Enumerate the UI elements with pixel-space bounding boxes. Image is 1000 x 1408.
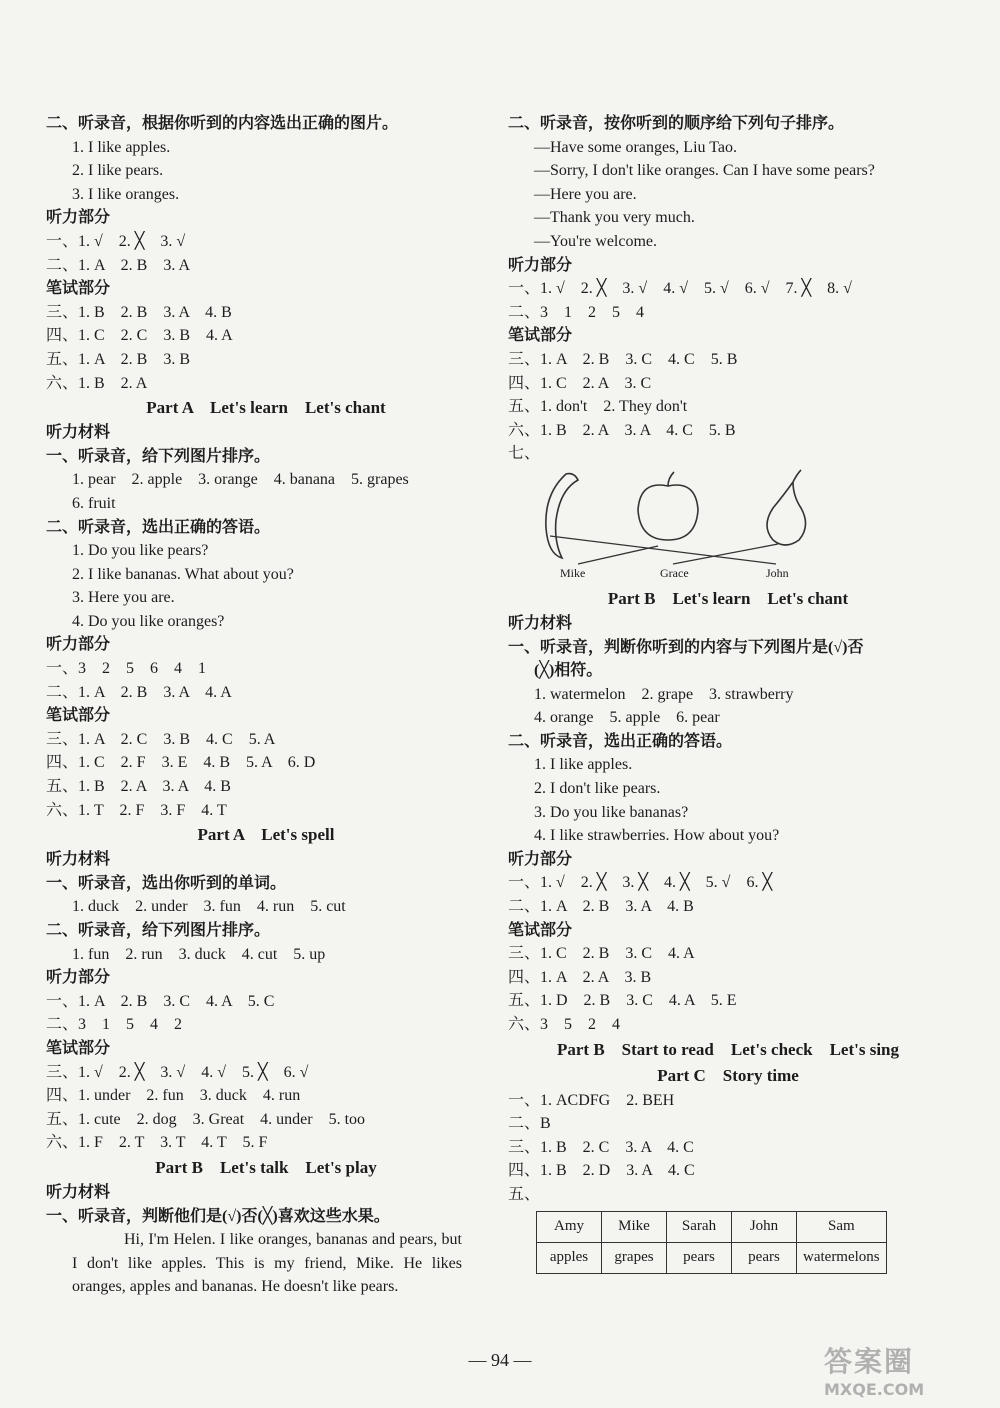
text-line: 二、听录音，选出正确的答语。 bbox=[508, 732, 733, 750]
text-line: 1. watermelon 2. grape 3. strawberry bbox=[534, 685, 794, 703]
text-line: 二、3 1 2 5 4 bbox=[508, 303, 645, 321]
text-line: 笔试部分 bbox=[508, 921, 573, 939]
text-line: 1. I like apples. bbox=[534, 756, 633, 774]
text-line: 听力部分 bbox=[46, 969, 111, 987]
table-row bbox=[537, 1211, 887, 1242]
text-line: 听力材料 bbox=[46, 1183, 111, 1201]
text-line: 笔试部分 bbox=[46, 707, 111, 725]
pear-icon bbox=[767, 470, 806, 545]
right-column bbox=[508, 112, 948, 1274]
fruit-matching-drawing bbox=[508, 466, 888, 566]
text-line: 二、1. A 2. B 3. A 4. A bbox=[46, 683, 232, 701]
text-line: 五、1. A 2. B 3. B bbox=[46, 350, 191, 368]
table-cell-name: Mike bbox=[602, 1211, 667, 1242]
text-line: 六、1. B 2. A bbox=[46, 374, 148, 392]
text-line: 六、1. B 2. A 3. A 4. C 5. B bbox=[508, 421, 736, 439]
text-line: 六、1. T 2. F 3. F 4. T bbox=[46, 801, 227, 819]
name-fruit-table bbox=[536, 1211, 887, 1274]
text-line: 二、听录音，按你听到的顺序给下列句子排序。 bbox=[508, 115, 845, 132]
text-line: 1. duck 2. under 3. fun 4. run 5. cut bbox=[72, 898, 346, 916]
text-line: 4. I like strawberries. How about you? bbox=[534, 827, 780, 845]
banana-icon bbox=[546, 474, 578, 558]
text-line: 一、1. √ 2. ╳ 3. √ bbox=[46, 232, 186, 250]
text-line: 三、1. A 2. C 3. B 4. C 5. A bbox=[46, 730, 276, 748]
text-line: 1. fun 2. run 3. duck 4. cut 5. up bbox=[72, 945, 326, 963]
match-line-john bbox=[673, 544, 778, 564]
watermark-logo bbox=[824, 1340, 974, 1400]
text-line: 1. I like apples. bbox=[72, 138, 171, 156]
text-line: 三、1. A 2. B 3. C 4. C 5. B bbox=[508, 350, 738, 368]
table-row bbox=[537, 1242, 887, 1273]
text-line: 一、3 2 5 6 4 1 bbox=[46, 660, 207, 678]
text-line: 三、1. C 2. B 3. C 4. A bbox=[508, 945, 695, 963]
section-heading: Part B Start to read Let's check Let's sing bbox=[556, 1039, 899, 1059]
text-line: 6. fruit bbox=[72, 494, 116, 512]
text-line: 一、1. √ 2. ╳ 3. ╳ 4. ╳ 5. √ 6. ╳ bbox=[508, 874, 773, 892]
watermark-url: MXQE.COM bbox=[824, 1380, 925, 1399]
table-cell-fruit: apples bbox=[537, 1242, 602, 1273]
figure-name-mike: Mike bbox=[560, 565, 586, 580]
text-line: 2. I like pears. bbox=[72, 162, 164, 180]
text-line: 笔试部分 bbox=[508, 327, 573, 345]
match-line-grace bbox=[578, 546, 658, 564]
text-line: —Have some oranges, Liu Tao. bbox=[534, 138, 737, 156]
text-line: 3. Do you like bananas? bbox=[534, 803, 689, 821]
text-line: 2. I like bananas. What about you? bbox=[72, 565, 294, 583]
text-line: 五、1. don't 2. They don't bbox=[508, 398, 688, 416]
text-line: 笔试部分 bbox=[46, 280, 111, 298]
section-heading: Part B Let's learn Let's chant bbox=[607, 588, 849, 608]
text-line: 3. I like oranges. bbox=[72, 185, 180, 203]
table-cell-name: John bbox=[732, 1211, 797, 1242]
text-line: 听力部分 bbox=[46, 636, 111, 654]
section-heading: Part A Let's learn Let's chant bbox=[146, 398, 386, 418]
text-line: 二、B bbox=[508, 1115, 551, 1133]
matching-figure bbox=[508, 466, 888, 586]
text-line: 听力材料 bbox=[508, 614, 573, 632]
table-cell-fruit: pears bbox=[732, 1242, 797, 1273]
text-line: 听力材料 bbox=[46, 851, 111, 869]
text-line: 五、1. B 2. A 3. A 4. B bbox=[46, 778, 231, 796]
text-line: 一、听录音，判断你听到的内容与下列图片是(√)否 bbox=[508, 638, 864, 656]
text-line: 五、 bbox=[508, 1185, 541, 1203]
text-line: 七、 bbox=[508, 445, 541, 463]
text-line: 二、听录音，选出正确的答语。 bbox=[46, 518, 271, 536]
text-line: 二、3 1 5 4 2 bbox=[46, 1016, 183, 1034]
right-column-bottom bbox=[508, 586, 948, 1207]
text-line: 1. pear 2. apple 3. orange 4. banana 5. grapes bbox=[72, 471, 409, 489]
text-line: 听力部分 bbox=[46, 209, 111, 227]
text-line: —Thank you very much. bbox=[534, 209, 695, 227]
text-line: 一、听录音，给下列图片排序。 bbox=[46, 447, 271, 465]
text-line: 笔试部分 bbox=[46, 1039, 111, 1057]
text-line: 四、1. under 2. fun 3. duck 4. run bbox=[46, 1087, 301, 1105]
text-line: 三、1. √ 2. ╳ 3. √ 4. √ 5. ╳ 6. √ bbox=[46, 1063, 309, 1081]
text-line: 听力材料 bbox=[46, 424, 111, 442]
table-cell-fruit: grapes bbox=[602, 1242, 667, 1273]
table-cell-name: Sam bbox=[797, 1211, 887, 1242]
text-line: 五、1. D 2. B 3. C 4. A 5. E bbox=[508, 992, 737, 1010]
section-heading: Part B Let's talk Let's play bbox=[155, 1157, 377, 1177]
text-line: 二、1. A 2. B 3. A bbox=[46, 256, 191, 274]
text-line: 二、1. A 2. B 3. A 4. B bbox=[508, 898, 694, 916]
text-line: 1. Do you like pears? bbox=[72, 542, 209, 560]
text-line: 四、1. B 2. D 3. A 4. C bbox=[508, 1162, 695, 1180]
text-line: 一、听录音，判断他们是(√)否(╳)喜欢这些水果。 bbox=[46, 1207, 390, 1225]
page-number: — 94 — bbox=[468, 1350, 532, 1370]
text-line: 六、3 5 2 4 bbox=[508, 1016, 621, 1033]
listening-paragraph: Hi, I'm Helen. I like oranges, bananas and pears, but I don't like apples. This is my friend, Mike. He likes oranges, apples and bananas. He doesn't like pears. bbox=[72, 1231, 462, 1296]
text-line: 四、1. C 2. F 3. E 4. B 5. A 6. D bbox=[46, 754, 316, 772]
text-line: 一、听录音，选出你听到的单词。 bbox=[46, 874, 287, 892]
text-line: 3. Here you are. bbox=[72, 589, 175, 607]
text-line: 听力部分 bbox=[508, 256, 573, 274]
text-line: 二、听录音，根据你听到的内容选出正确的图片。 bbox=[46, 115, 399, 132]
text-line: —You're welcome. bbox=[534, 232, 658, 250]
text-line: 听力部分 bbox=[508, 850, 573, 868]
table-cell-name: Sarah bbox=[667, 1211, 732, 1242]
text-line: 一、1. A 2. B 3. C 4. A 5. C bbox=[46, 992, 275, 1010]
text-line: 二、听录音，给下列图片排序。 bbox=[46, 922, 271, 939]
left-column bbox=[46, 112, 486, 1299]
text-line: —Here you are. bbox=[534, 185, 637, 203]
text-line: 一、1. ACDFG 2. BEH bbox=[508, 1091, 675, 1109]
text-line: (╳)相符。 bbox=[534, 662, 603, 680]
text-line: 六、1. F 2. T 3. T 4. T 5. F bbox=[46, 1134, 268, 1152]
watermark-text: 答案圈 bbox=[824, 1345, 915, 1378]
figure-name-john: John bbox=[766, 565, 789, 580]
right-column-top bbox=[508, 112, 948, 466]
text-line: 五、1. cute 2. dog 3. Great 4. under 5. too bbox=[46, 1110, 366, 1128]
text-line: 2. I don't like pears. bbox=[534, 780, 661, 798]
table-cell-fruit: pears bbox=[667, 1242, 732, 1273]
apple-icon bbox=[638, 472, 698, 540]
section-heading: Part C Story time bbox=[657, 1065, 799, 1085]
section-heading: Part A Let's spell bbox=[197, 825, 335, 845]
text-line: 四、1. A 2. A 3. B bbox=[508, 968, 652, 986]
text-line: 三、1. B 2. B 3. A 4. B bbox=[46, 303, 232, 321]
text-line: —Sorry, I don't like oranges. Can I have some pears? bbox=[534, 162, 875, 180]
figure-name-grace: Grace bbox=[660, 565, 689, 580]
text-line: 一、1. √ 2. ╳ 3. √ 4. √ 5. √ 6. √ 7. ╳ 8. √ bbox=[508, 280, 852, 298]
text-line: 三、1. B 2. C 3. A 4. C bbox=[508, 1138, 694, 1156]
text-line: 4. orange 5. apple 6. pear bbox=[534, 709, 720, 727]
text-line: 四、1. C 2. A 3. C bbox=[508, 374, 652, 392]
text-line: 4. Do you like oranges? bbox=[72, 612, 225, 630]
table-cell-fruit: watermelons bbox=[797, 1242, 887, 1273]
table-cell-name: Amy bbox=[537, 1211, 602, 1242]
text-line: 四、1. C 2. C 3. B 4. A bbox=[46, 327, 233, 345]
